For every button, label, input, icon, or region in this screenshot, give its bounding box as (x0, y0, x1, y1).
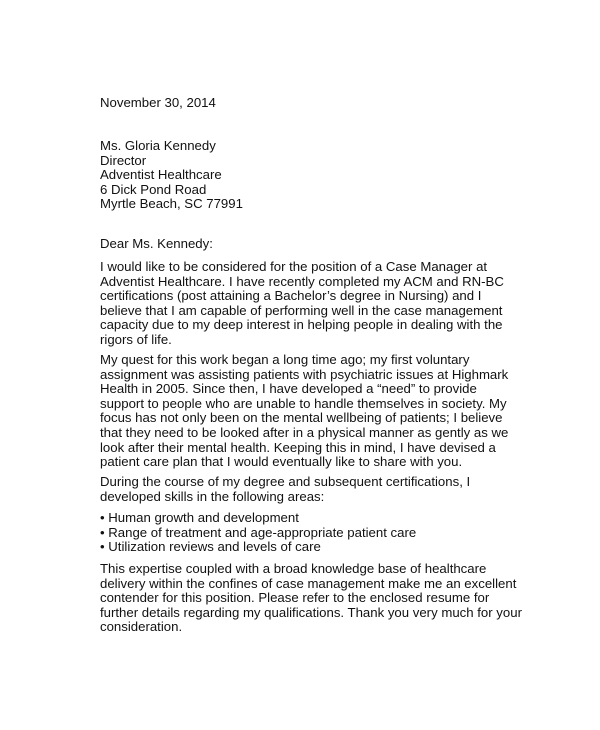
paragraph-line: patient care plan that I would eventually like to share with you. (100, 454, 463, 470)
paragraph-intro (100, 260, 520, 348)
paragraph-line: My quest for this work began a long time ago; my first voluntary (100, 352, 470, 367)
recipient-name: Ms. Gloria Kennedy (100, 138, 216, 153)
paragraph-line: believe that I am capable of performing well in the case management (100, 302, 503, 318)
list-item: • Range of treatment and age-appropriate patient care (100, 524, 417, 540)
paragraph-line: contender for this position. Please refer to the enclosed resume for (100, 590, 490, 606)
paragraph-line: I would like to be considered for the position of a Case Manager at (100, 259, 488, 274)
paragraph-line: During the course of my degree and subsequent certifications, I (100, 474, 471, 489)
paragraph-line: rigors of life. (100, 331, 172, 347)
paragraph-line: look after their mental health. Keeping this in mind, I have devised a (100, 439, 496, 455)
paragraph-line: focus has not only been on the mental wellbeing of patients; I believe (100, 410, 503, 426)
skills-list (100, 511, 520, 555)
paragraph-line: certifications (post attaining a Bachelor’s degree in Nursing) and I (100, 288, 482, 304)
recipient-organization: Adventist Healthcare (100, 167, 222, 183)
paragraph-line: developed skills in the following areas: (100, 488, 325, 504)
recipient-street: 6 Dick Pond Road (100, 181, 207, 197)
letter-date: November 30, 2014 (100, 95, 216, 110)
recipient-address (100, 139, 520, 212)
list-item: • Utilization reviews and levels of care (100, 539, 321, 555)
paragraph-line: consideration. (100, 619, 183, 635)
paragraph-closing (100, 562, 520, 635)
paragraph-skills-intro (100, 475, 520, 504)
paragraph-line: Adventist Healthcare. I have recently completed my ACM and RN-BC (100, 273, 504, 289)
paragraph-line: support to people who are unable to handle themselves in society. My (100, 395, 507, 411)
salutation: Dear Ms. Kennedy: (100, 236, 213, 251)
recipient-city-state-zip: Myrtle Beach, SC 77991 (100, 196, 243, 212)
paragraph-line: capacity due to my deep interest in helping people in dealing with the (100, 317, 503, 333)
paragraph-line: assignment was assisting patients with psychiatric issues at Highmark (100, 366, 509, 382)
paragraph-line: delivery within the confines of case management make me an excellent (100, 575, 517, 591)
paragraph-line: that they need to be looked after in a physical manner as gently as we (100, 424, 509, 440)
paragraph-line: Health in 2005. Since then, I have developed a “need” to provide (100, 381, 477, 397)
paragraph-line: This expertise coupled with a broad knowledge base of healthcare (100, 561, 487, 576)
list-item: • Human growth and development (100, 510, 299, 525)
recipient-title: Director (100, 152, 147, 168)
paragraph-line: further details regarding my qualifications. Thank you very much for your (100, 604, 522, 620)
paragraph-experience (100, 353, 520, 470)
